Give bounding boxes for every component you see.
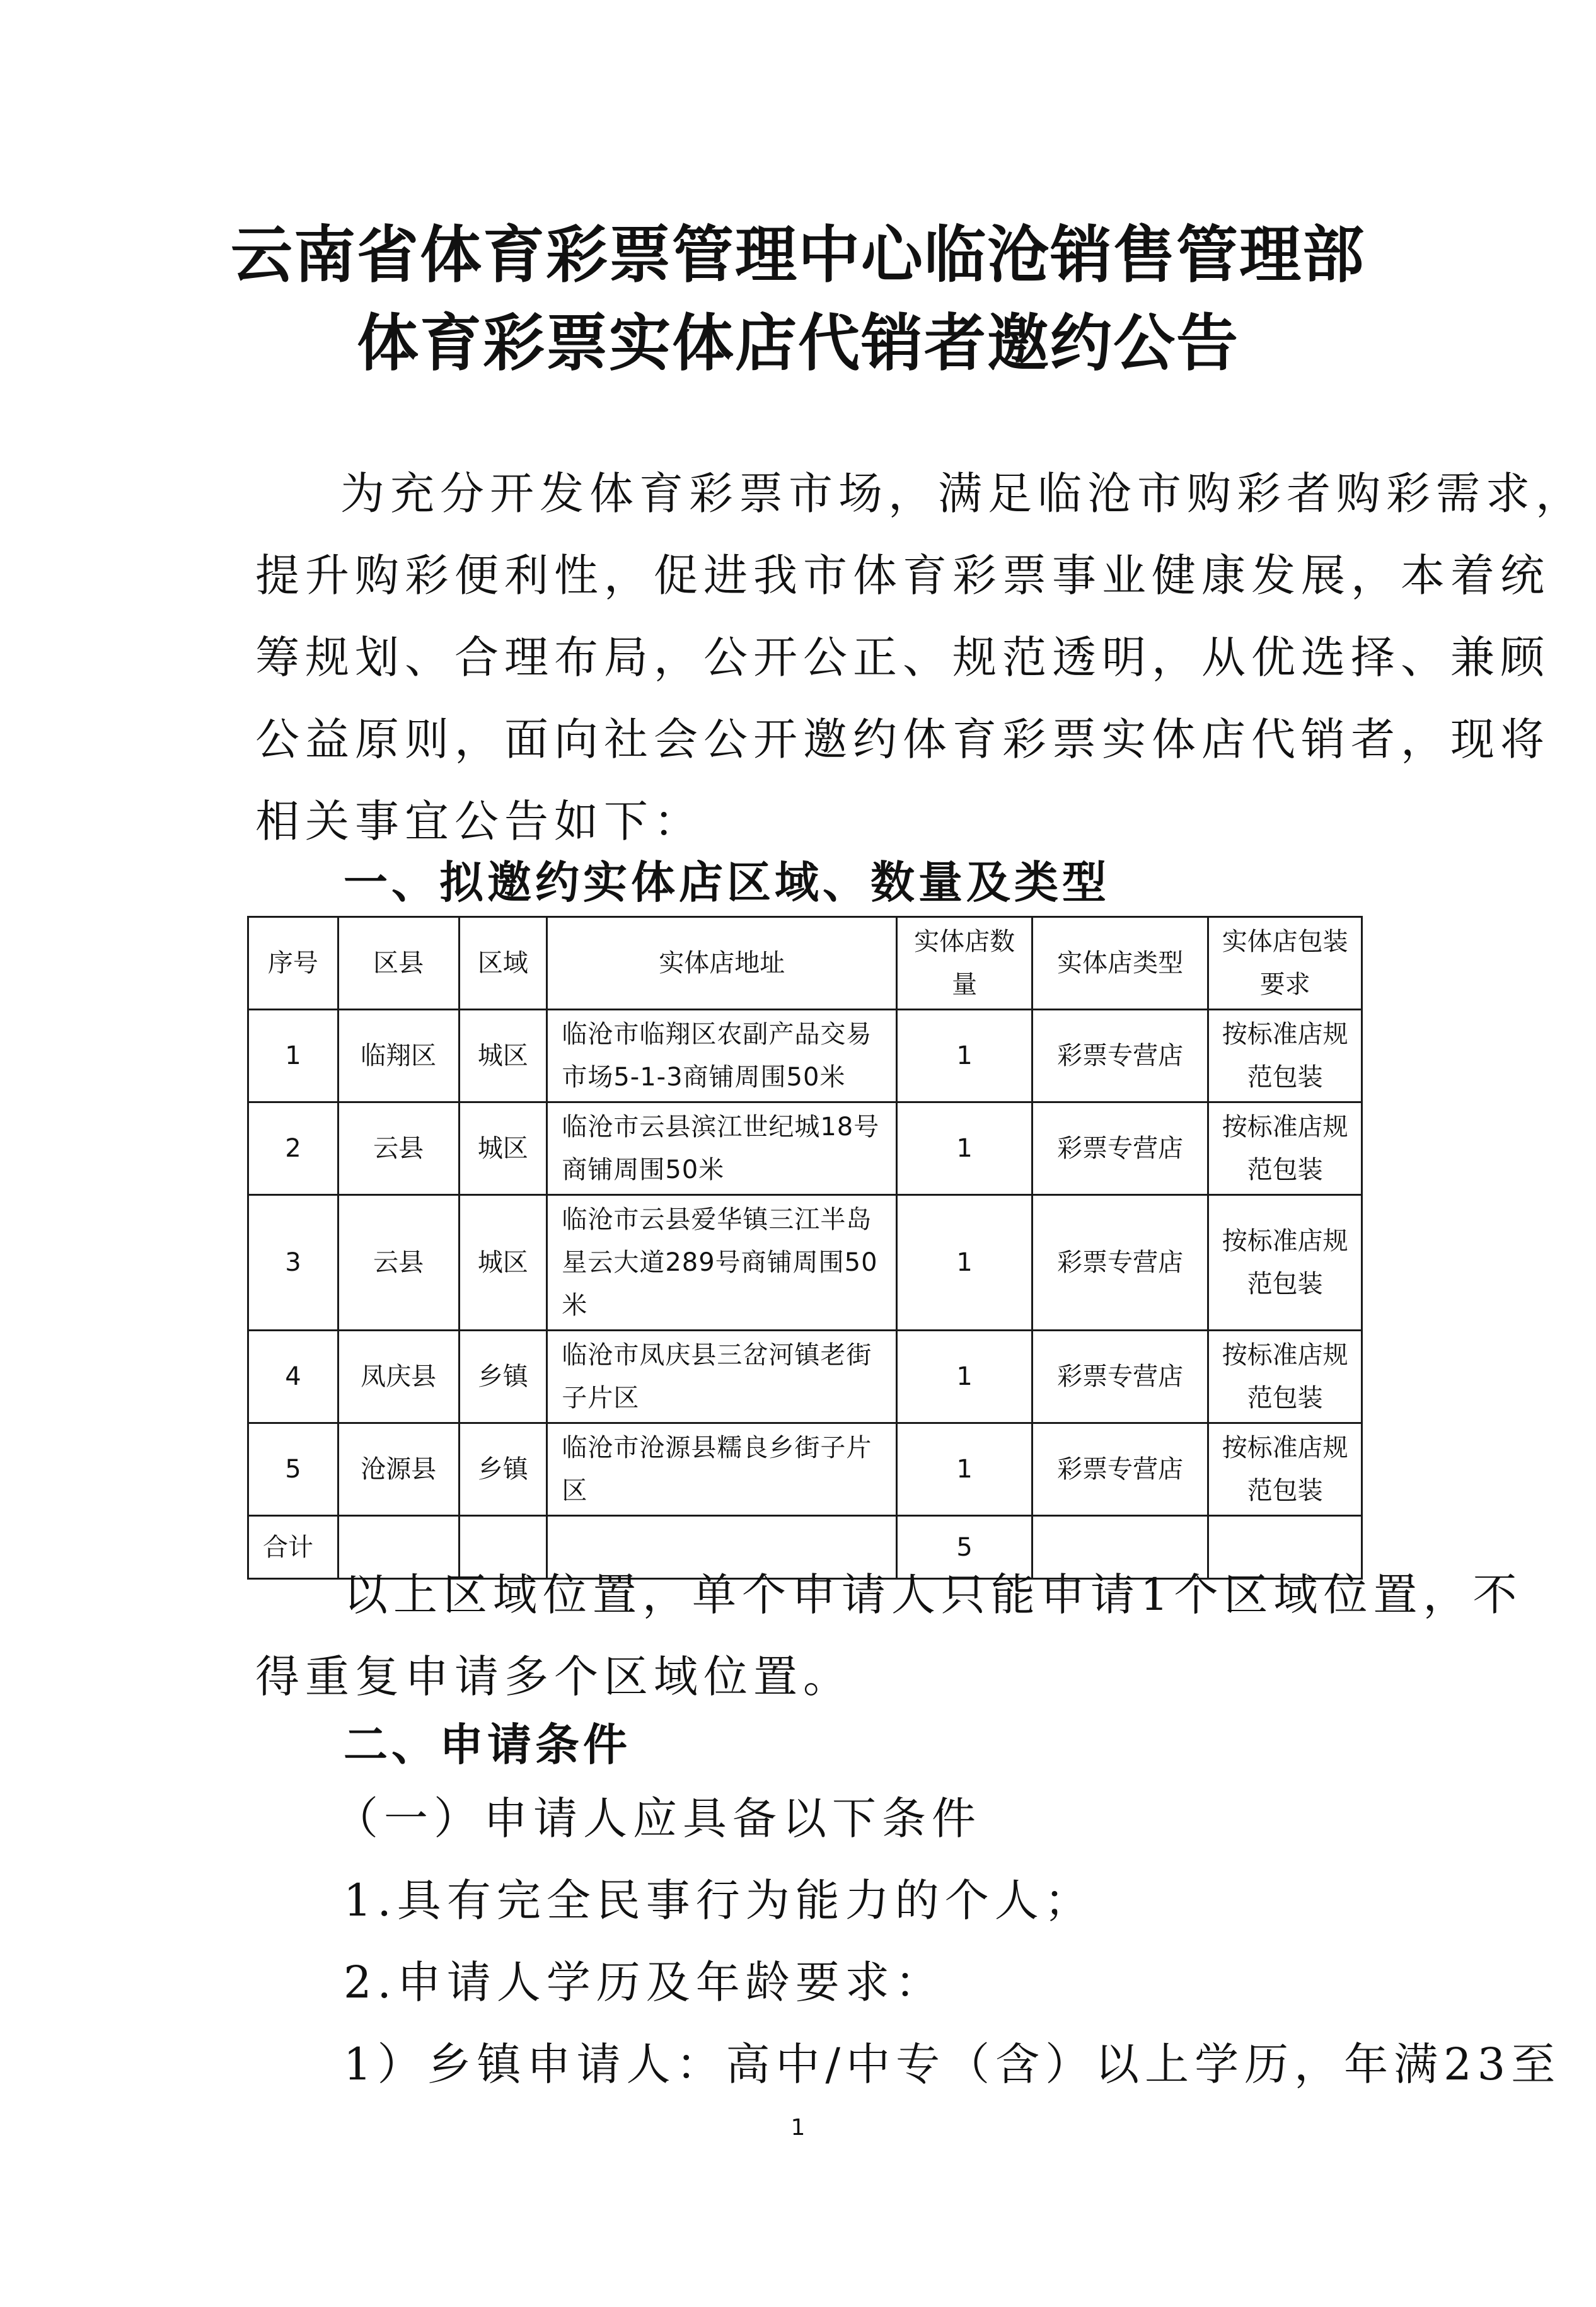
row-address: 临沧市云县爱华镇三江半岛星云大道289号商铺周围50米 bbox=[547, 1195, 897, 1331]
intro-line-2: 提升购彩便利性，促进我市体育彩票事业健康发展，本着统 bbox=[255, 550, 1550, 601]
row-count: 1 bbox=[897, 1195, 1032, 1331]
row-packaging: 按标准店规范包装 bbox=[1208, 1331, 1362, 1423]
condition-item-2-1: 1）乡镇申请人：高中/中专（含）以上学历，年满23至 bbox=[344, 2038, 1561, 2090]
row-county: 凤庆县 bbox=[338, 1331, 459, 1423]
row-packaging: 按标准店规范包装 bbox=[1208, 1423, 1362, 1516]
row-area: 乡镇 bbox=[459, 1331, 547, 1423]
page-number: 1 bbox=[790, 2115, 806, 2141]
total-label: 合计 bbox=[248, 1516, 338, 1579]
note-line-1: 以上区域位置，单个申请人只能申请1个区域位置，不 bbox=[344, 1569, 1523, 1621]
row-county: 沧源县 bbox=[338, 1423, 459, 1516]
note-line-2: 得重复申请多个区域位置。 bbox=[255, 1651, 853, 1703]
section-1-heading: 一、拟邀约实体店区域、数量及类型 bbox=[344, 857, 1110, 908]
row-packaging: 按标准店规范包装 bbox=[1208, 1195, 1362, 1331]
row-address: 临沧市沧源县糯良乡街子片区 bbox=[547, 1423, 897, 1516]
intro-line-4: 公益原则，面向社会公开邀约体育彩票实体店代销者，现将 bbox=[255, 714, 1550, 765]
row-type: 彩票专营店 bbox=[1032, 1195, 1208, 1331]
row-index: 5 bbox=[248, 1423, 338, 1516]
table-row bbox=[248, 1010, 1362, 1102]
header-type: 实体店类型 bbox=[1032, 917, 1208, 1010]
row-index: 3 bbox=[248, 1195, 338, 1331]
row-address: 临沧市云县滨江世纪城18号商铺周围50米 bbox=[547, 1102, 897, 1195]
row-packaging: 按标准店规范包装 bbox=[1208, 1102, 1362, 1195]
section-2-subheading: （一）申请人应具备以下条件 bbox=[334, 1793, 981, 1844]
intro-line-1: 为充分开发体育彩票市场，满足临沧市购彩者购彩需求， bbox=[340, 468, 1585, 519]
header-address: 实体店地址 bbox=[547, 917, 897, 1010]
row-count: 1 bbox=[897, 1102, 1032, 1195]
row-address: 临沧市凤庆县三岔河镇老街子片区 bbox=[547, 1331, 897, 1423]
total-count: 5 bbox=[897, 1516, 1032, 1579]
row-count: 1 bbox=[897, 1423, 1032, 1516]
row-type: 彩票专营店 bbox=[1032, 1102, 1208, 1195]
table-row bbox=[248, 1331, 1362, 1423]
table-row bbox=[248, 1423, 1362, 1516]
row-county: 云县 bbox=[338, 1102, 459, 1195]
intro-line-5: 相关事宜公告如下： bbox=[255, 795, 703, 847]
section-2-heading: 二、申请条件 bbox=[344, 1719, 631, 1771]
header-area: 区域 bbox=[459, 917, 547, 1010]
row-index: 2 bbox=[248, 1102, 338, 1195]
condition-item-2: 2.申请人学历及年龄要求： bbox=[344, 1957, 945, 2008]
header-count: 实体店数量 bbox=[897, 917, 1032, 1010]
document-title-line-1: 云南省体育彩票管理中心临沧销售管理部 bbox=[230, 219, 1365, 291]
row-type: 彩票专营店 bbox=[1032, 1010, 1208, 1102]
table-row bbox=[248, 1195, 1362, 1331]
document-title-line-2: 体育彩票实体店代销者邀约公告 bbox=[356, 308, 1239, 379]
row-index: 1 bbox=[248, 1010, 338, 1102]
row-index: 4 bbox=[248, 1331, 338, 1423]
condition-item-1: 1.具有完全民事行为能力的个人； bbox=[344, 1875, 1094, 1926]
intro-line-3: 筹规划、合理布局，公开公正、规范透明，从优选择、兼顾 bbox=[255, 632, 1550, 683]
header-county: 区县 bbox=[338, 917, 459, 1010]
row-area: 乡镇 bbox=[459, 1423, 547, 1516]
store-table bbox=[247, 916, 1363, 1580]
row-area: 城区 bbox=[459, 1195, 547, 1331]
row-address: 临沧市临翔区农副产品交易市场5-1-3商铺周围50米 bbox=[547, 1010, 897, 1102]
row-packaging: 按标准店规范包装 bbox=[1208, 1010, 1362, 1102]
row-county: 临翔区 bbox=[338, 1010, 459, 1102]
row-county: 云县 bbox=[338, 1195, 459, 1331]
table-row bbox=[248, 1102, 1362, 1195]
row-count: 1 bbox=[897, 1010, 1032, 1102]
row-type: 彩票专营店 bbox=[1032, 1423, 1208, 1516]
row-type: 彩票专营店 bbox=[1032, 1331, 1208, 1423]
header-index: 序号 bbox=[248, 917, 338, 1010]
table-header-row bbox=[248, 917, 1362, 1010]
header-packaging: 实体店包装要求 bbox=[1208, 917, 1362, 1010]
row-count: 1 bbox=[897, 1331, 1032, 1423]
row-area: 城区 bbox=[459, 1102, 547, 1195]
row-area: 城区 bbox=[459, 1010, 547, 1102]
